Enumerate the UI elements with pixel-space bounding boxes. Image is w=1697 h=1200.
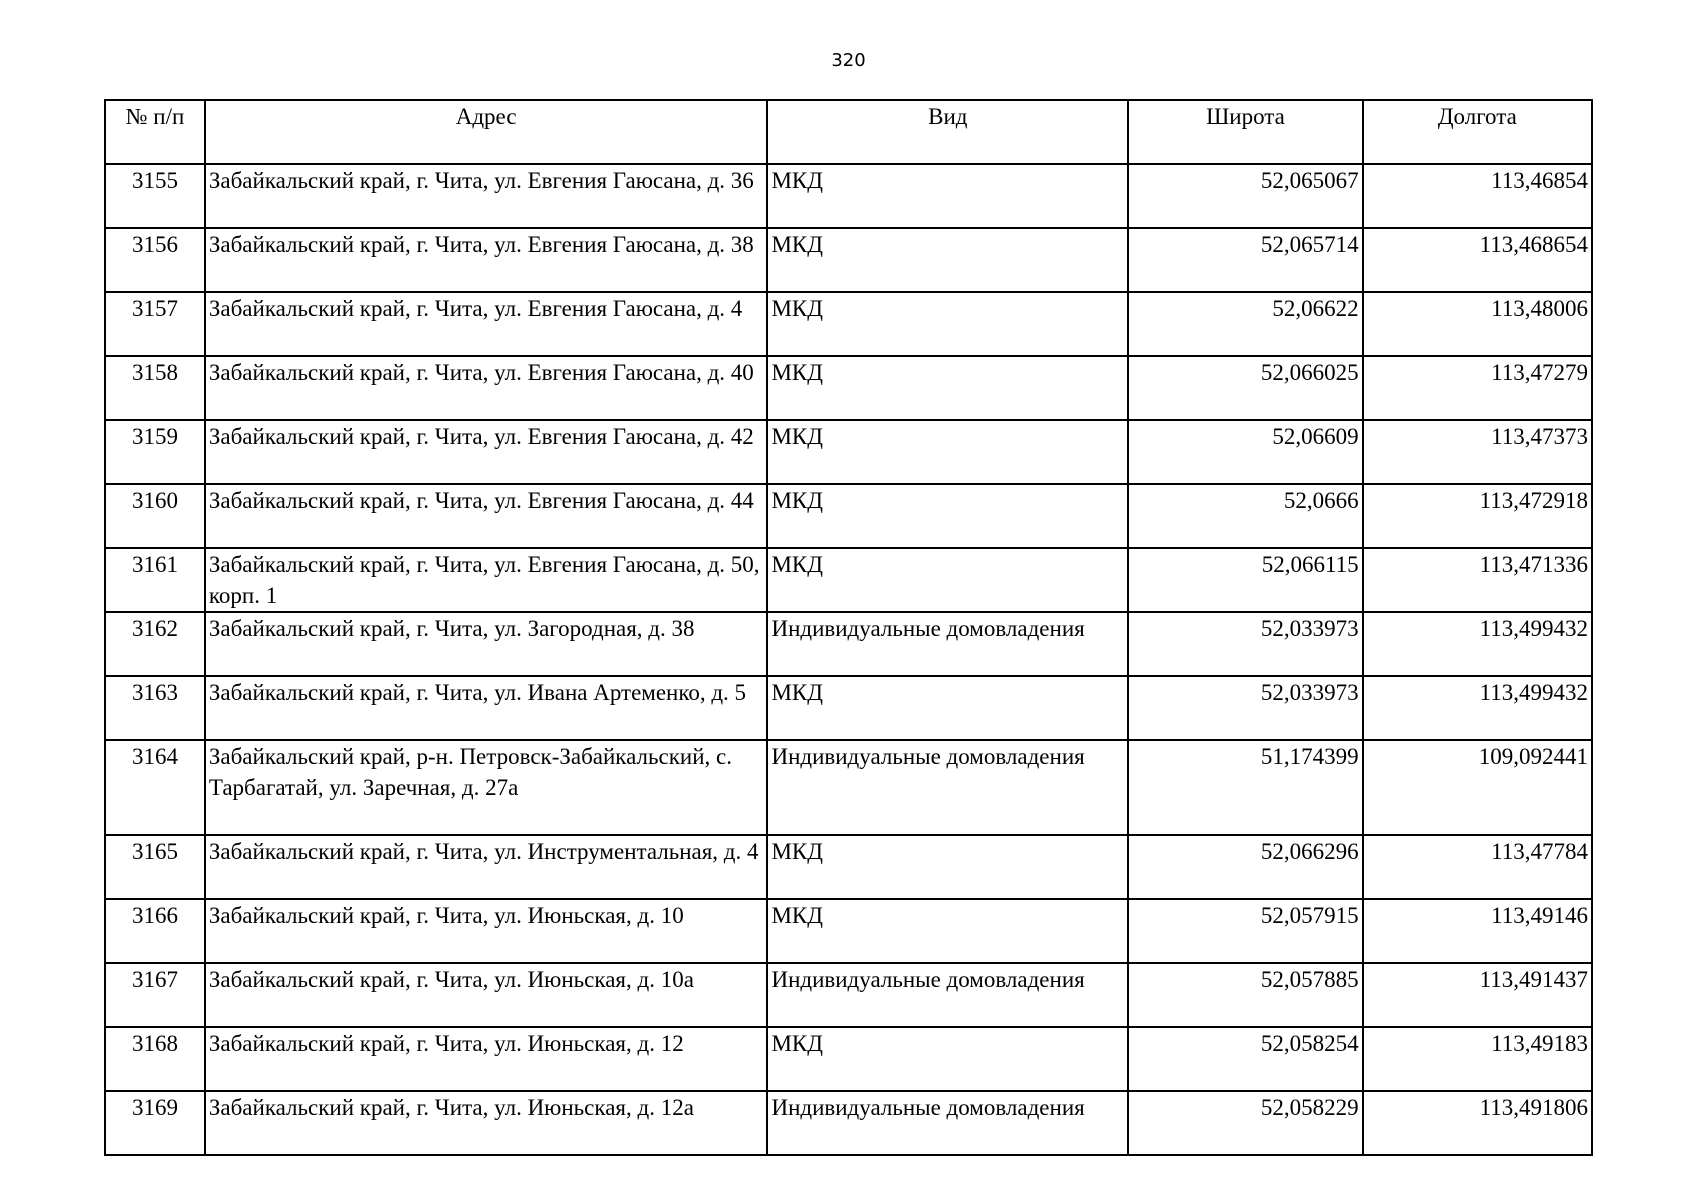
page-number: 320 — [831, 50, 866, 71]
table-row — [105, 1091, 1592, 1155]
cell-kind: МКД — [767, 835, 1128, 899]
cell-lat: 52,0666 — [1128, 484, 1362, 548]
cell-num: 3160 — [105, 484, 205, 548]
table-row — [105, 899, 1592, 963]
cell-lon: 113,468654 — [1363, 228, 1592, 292]
table-row — [105, 612, 1592, 676]
cell-kind: МКД — [767, 420, 1128, 484]
cell-kind: МКД — [767, 484, 1128, 548]
cell-kind: МКД — [767, 228, 1128, 292]
table-row — [105, 292, 1592, 356]
table-row — [105, 548, 1592, 612]
table-row — [105, 963, 1592, 1027]
cell-lon: 113,48006 — [1363, 292, 1592, 356]
cell-address: Забайкальский край, г. Чита, ул. Евгения Гаюсана, д. 40 — [205, 356, 768, 420]
cell-address: Забайкальский край, г. Чита, ул. Евгения Гаюсана, д. 44 — [205, 484, 768, 548]
cell-lat: 52,06609 — [1128, 420, 1362, 484]
cell-num: 3157 — [105, 292, 205, 356]
cell-kind: МКД — [767, 164, 1128, 228]
cell-kind: МКД — [767, 1027, 1128, 1091]
cell-lon: 113,49146 — [1363, 899, 1592, 963]
cell-lon: 113,491437 — [1363, 963, 1592, 1027]
cell-num: 3159 — [105, 420, 205, 484]
cell-num: 3156 — [105, 228, 205, 292]
table-row — [105, 740, 1592, 835]
table-row — [105, 1027, 1592, 1091]
cell-lon: 113,471336 — [1363, 548, 1592, 612]
cell-address: Забайкальский край, г. Чита, ул. Июньская, д. 12 — [205, 1027, 768, 1091]
cell-lat: 52,057915 — [1128, 899, 1362, 963]
table-header-row — [105, 100, 1592, 164]
cell-kind: Индивидуальные домовладения — [767, 1091, 1128, 1155]
cell-lon: 113,472918 — [1363, 484, 1592, 548]
cell-lat: 52,033973 — [1128, 612, 1362, 676]
header-lat: Широта — [1128, 100, 1362, 164]
cell-address: Забайкальский край, р-н. Петровск-Забайкальский, с. Тарбагатай, ул. Заречная, д. 27а — [205, 740, 768, 835]
table-row — [105, 228, 1592, 292]
cell-num: 3162 — [105, 612, 205, 676]
cell-address: Забайкальский край, г. Чита, ул. Евгения Гаюсана, д. 36 — [205, 164, 768, 228]
cell-num: 3167 — [105, 963, 205, 1027]
cell-num: 3158 — [105, 356, 205, 420]
cell-address: Забайкальский край, г. Чита, ул. Евгения Гаюсана, д. 4 — [205, 292, 768, 356]
table-row — [105, 356, 1592, 420]
cell-num: 3166 — [105, 899, 205, 963]
cell-address: Забайкальский край, г. Чита, ул. Июньская, д. 12а — [205, 1091, 768, 1155]
cell-address: Забайкальский край, г. Чита, ул. Июньская, д. 10 — [205, 899, 768, 963]
cell-address: Забайкальский край, г. Чита, ул. Евгения Гаюсана, д. 50, корп. 1 — [205, 548, 768, 612]
header-kind: Вид — [767, 100, 1128, 164]
cell-lat: 52,033973 — [1128, 676, 1362, 740]
table-row — [105, 420, 1592, 484]
table-row — [105, 676, 1592, 740]
cell-address: Забайкальский край, г. Чита, ул. Евгения Гаюсана, д. 38 — [205, 228, 768, 292]
cell-num: 3163 — [105, 676, 205, 740]
cell-lat: 52,058229 — [1128, 1091, 1362, 1155]
table-row — [105, 164, 1592, 228]
cell-lat: 52,066296 — [1128, 835, 1362, 899]
header-num: № п/п — [105, 100, 205, 164]
cell-lat: 52,066025 — [1128, 356, 1362, 420]
cell-kind: Индивидуальные домовладения — [767, 612, 1128, 676]
header-address: Адрес — [205, 100, 768, 164]
cell-lat: 52,058254 — [1128, 1027, 1362, 1091]
cell-num: 3161 — [105, 548, 205, 612]
cell-num: 3165 — [105, 835, 205, 899]
cell-lat: 52,057885 — [1128, 963, 1362, 1027]
cell-lon: 109,092441 — [1363, 740, 1592, 835]
cell-lon: 113,46854 — [1363, 164, 1592, 228]
cell-address: Забайкальский край, г. Чита, ул. Ивана Артеменко, д. 5 — [205, 676, 768, 740]
cell-address: Забайкальский край, г. Чита, ул. Инструментальная, д. 4 — [205, 835, 768, 899]
cell-kind: МКД — [767, 356, 1128, 420]
cell-kind: Индивидуальные домовладения — [767, 963, 1128, 1027]
cell-num: 3164 — [105, 740, 205, 835]
cell-num: 3168 — [105, 1027, 205, 1091]
cell-lat: 52,066115 — [1128, 548, 1362, 612]
cell-lat: 51,174399 — [1128, 740, 1362, 835]
cell-kind: МКД — [767, 899, 1128, 963]
cell-num: 3155 — [105, 164, 205, 228]
cell-kind: МКД — [767, 292, 1128, 356]
cell-address: Забайкальский край, г. Чита, ул. Евгения Гаюсана, д. 42 — [205, 420, 768, 484]
cell-lon: 113,499432 — [1363, 676, 1592, 740]
cell-lon: 113,491806 — [1363, 1091, 1592, 1155]
cell-address: Забайкальский край, г. Чита, ул. Загородная, д. 38 — [205, 612, 768, 676]
table-row — [105, 484, 1592, 548]
cell-kind: Индивидуальные домовладения — [767, 740, 1128, 835]
header-lon: Долгота — [1363, 100, 1592, 164]
cell-address: Забайкальский край, г. Чита, ул. Июньская, д. 10а — [205, 963, 768, 1027]
cell-kind: МКД — [767, 548, 1128, 612]
cell-lon: 113,47373 — [1363, 420, 1592, 484]
address-registry-table — [104, 99, 1593, 1156]
cell-num: 3169 — [105, 1091, 205, 1155]
cell-lon: 113,49183 — [1363, 1027, 1592, 1091]
cell-kind: МКД — [767, 676, 1128, 740]
cell-lon: 113,47279 — [1363, 356, 1592, 420]
table-row — [105, 835, 1592, 899]
cell-lon: 113,499432 — [1363, 612, 1592, 676]
cell-lat: 52,065714 — [1128, 228, 1362, 292]
cell-lat: 52,065067 — [1128, 164, 1362, 228]
cell-lat: 52,06622 — [1128, 292, 1362, 356]
cell-lon: 113,47784 — [1363, 835, 1592, 899]
